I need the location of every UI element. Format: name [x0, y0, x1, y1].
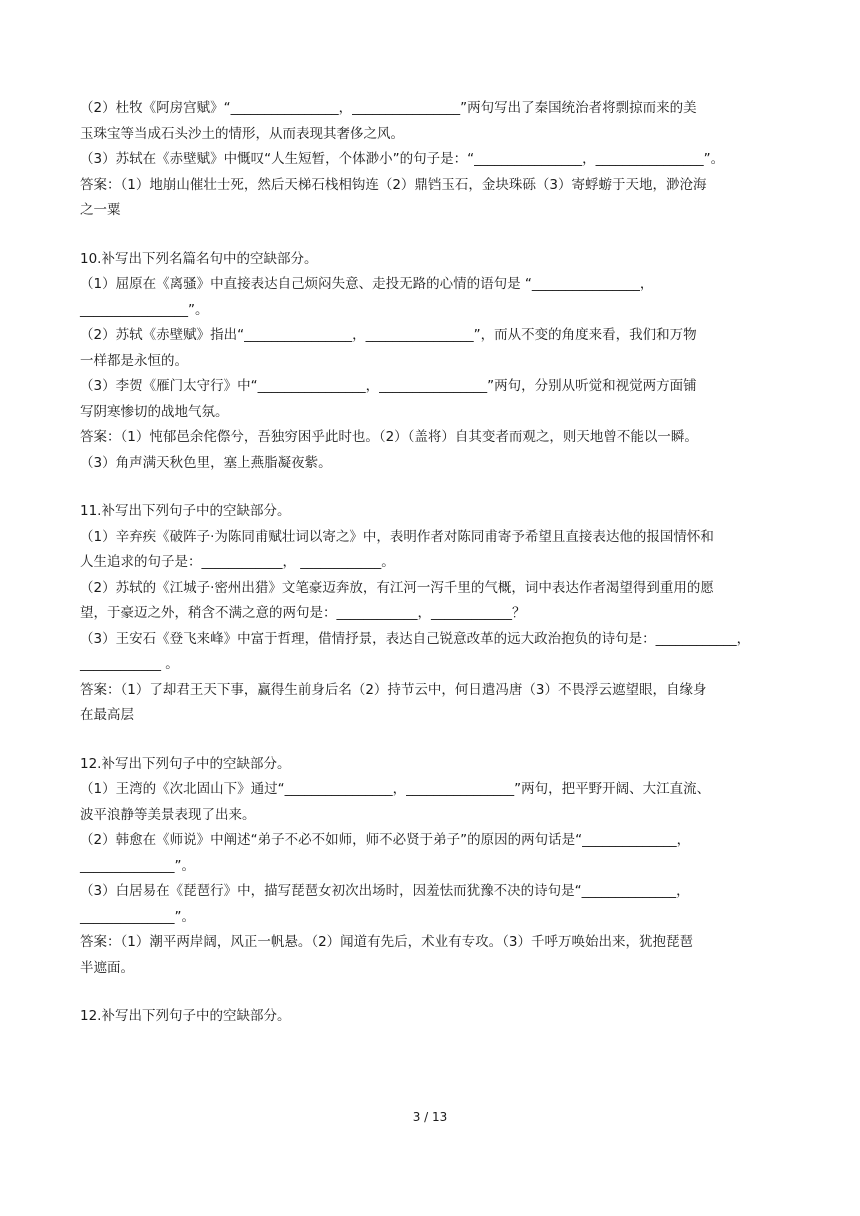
paragraph-gap [80, 981, 782, 1004]
text-line: 答案：（1）了却君王天下事，赢得生前身后名（2）持节云中，何日遣冯唐（3）不畏浮云遮望眼，自缘身 [80, 681, 707, 698]
text-line: 玉珠宝等当成石头沙土的情形，从而表现其奢侈之风。 [80, 125, 404, 142]
text-line: 11.补写出下列句子中的空缺部分。 [80, 503, 291, 519]
text-line: （2）韩愈在《师说》中阐述“弟子不必不如师，师不必贤于弟子”的原因的两句话是“______________， [80, 832, 691, 848]
text-line: 答案：（1）忳郁邑余侘傺兮，吾独穷困乎此时也。（2）（盖将）自其变者而观之，则天地曾不能以一瞬。 [80, 429, 698, 445]
text-line: ____________ 。 [80, 656, 179, 672]
text-line: （2）苏轼的《江城子·密州出猎》文笔豪迈奔放，有江河一泻千里的气概，词中表达作者渴望得到重用的愿 [80, 579, 714, 596]
text-line: ______________”。 [80, 857, 195, 874]
text-line: （3）李贺《雁门太守行》中“________________，________________”两句，分别从听觉和视觉两方面铺 [80, 378, 697, 394]
text-line: 之一粟 [80, 202, 121, 218]
text-line: 波平浪静等美景表现了出来。 [80, 806, 256, 823]
text-line: 10.补写出下列名篇名句中的空缺部分。 [80, 250, 318, 267]
text-line: （2）杜牧《阿房宫赋》“________________，________________”两句写出了秦国统治者将剽掠而来的美 [80, 100, 697, 116]
text-line: （3）王安石《登飞来峰》中富于哲理，借情抒景，表达自己锐意改革的远大政治抱负的诗句是：____________， [80, 630, 751, 647]
text-line: 一样都是永恒的。 [80, 352, 188, 369]
page-number: 3 / 13 [412, 1110, 448, 1124]
text-line: （2）苏轼《赤壁赋》指出“________________，________________”，而从不变的角度来看，我们和万物 [80, 327, 697, 343]
text-line: 答案：（1）地崩山催壮士死，然后天梯石栈相钩连（2）鼎铛玉石，金块珠砾（3）寄蜉蝣于天地，渺沧海 [80, 176, 707, 193]
text-line: （3）苏轼在《赤壁赋》中慨叹“人生短暂，个体渺小”的句子是：“________________，________________”。 [80, 151, 725, 167]
paragraph-gap [80, 729, 782, 752]
paragraph-gap [80, 224, 782, 247]
text-line: 12.补写出下列句子中的空缺部分。 [80, 755, 291, 772]
text-line: （1）辛弃疾《破阵子·为陈同甫赋壮词以寄之》中，表明作者对陈同甫寄予希望且直接表达他的报国情怀和 [80, 528, 714, 545]
text-line: 12.补写出下列句子中的空缺部分。 [80, 1008, 291, 1024]
text-line: 在最高层 [80, 707, 134, 723]
page-content [80, 96, 782, 1030]
text-line: 写阴寒惨切的战地气氛。 [80, 403, 229, 420]
text-line: （3）角声满天秋色里，塞上燕脂凝夜紫。 [80, 454, 332, 471]
text-line: （1）王湾的《次北固山下》通过“________________，________________”两句，把平野开阔、大江直流、 [80, 781, 711, 797]
text-line: ________________”。 [80, 301, 209, 318]
text-line: （3）白居易在《琵琶行》中，描写琵琶女初次出场时，因羞怯而犹豫不决的诗句是“______________， [80, 883, 690, 899]
text-line: （1）屈原在《离骚》中直接表达自己烦闷失意、走投无路的心情的语句是 “________________， [80, 276, 654, 292]
text-line: 望，于豪迈之外，稍含不满之意的两句是：____________，____________？ [80, 605, 526, 621]
text-line: 人生追求的句子是：____________， ____________。 [80, 554, 395, 570]
text-line: 答案：（1）潮平两岸阔，风正一帆悬。（2）闻道有先后，术业有专攻。（3）千呼万唤始出来，犹抱琵琶 [80, 934, 694, 950]
text-line: ______________”。 [80, 908, 195, 925]
text-line: 半遮面。 [80, 959, 134, 976]
paragraph-gap [80, 476, 782, 499]
